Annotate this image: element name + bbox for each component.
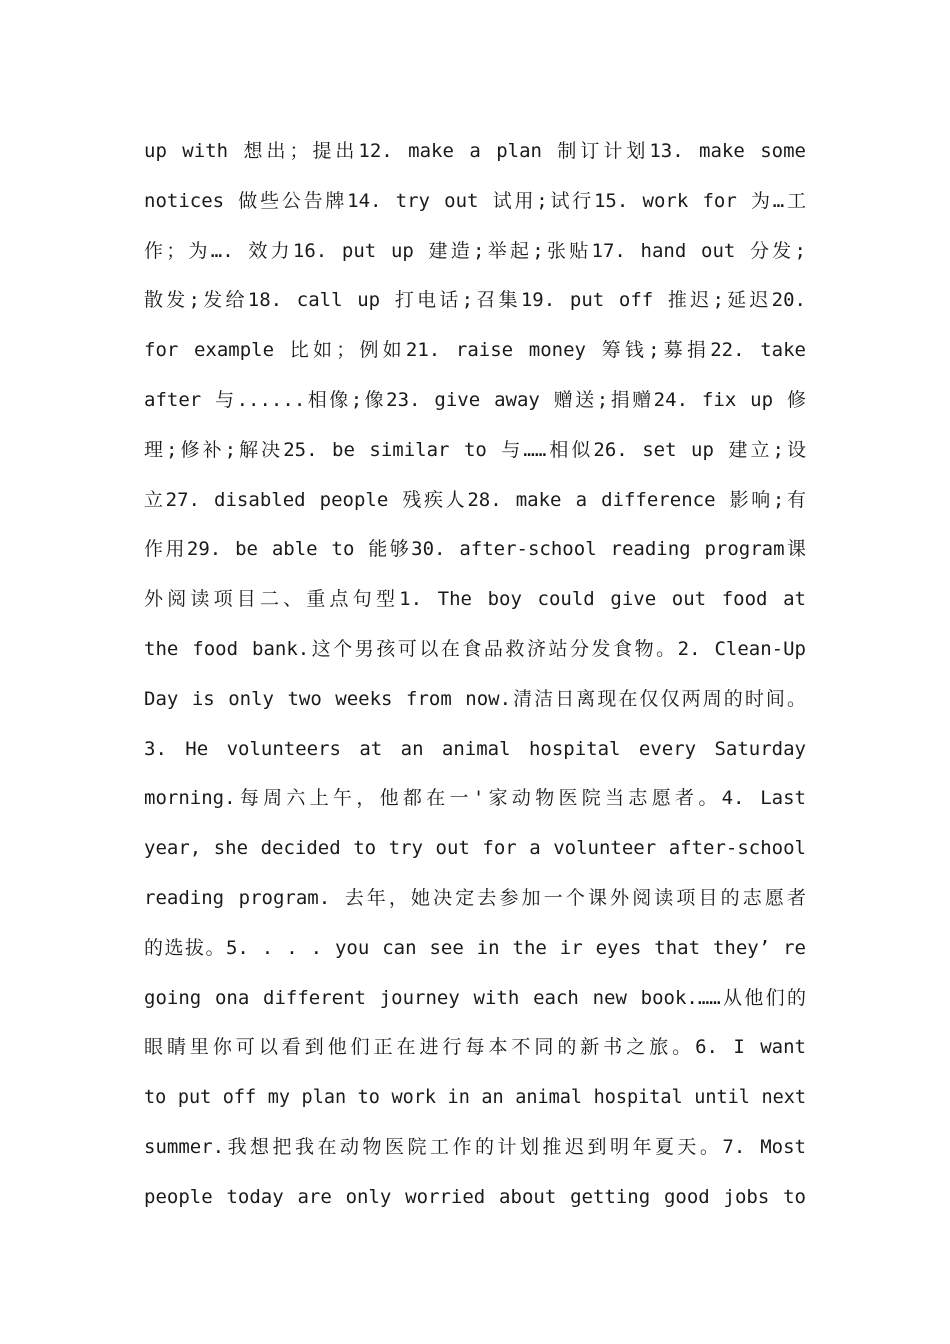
text-line: 外阅读项目二、重点句型1. The boy could give out food at — [144, 588, 806, 611]
body-text — [144, 127, 806, 1223]
text-line: people today are only worried about getting good jobs to — [144, 1185, 806, 1208]
text-line: 作用29. be able to 能够30. after-school reading program课 — [144, 538, 806, 561]
text-line: notices 做些公告牌14. try out 试用;试行15. work for 为…工 — [144, 189, 806, 212]
text-line: for example 比如；例如21. raise money 筹钱;募捐22. take — [144, 339, 806, 362]
text-line: 散发;发给18. call up 打电话;召集19. put off 推迟;延迟20. — [144, 289, 806, 312]
text-line: to put off my plan to work in an animal hospital until next — [144, 1087, 806, 1109]
text-line: the food bank.这个男孩可以在食品救济站分发食物。2. Clean-Up — [144, 637, 806, 660]
text-line: going ona different journey with each new book.……从他们的 — [144, 986, 806, 1009]
text-line: 理;修补;解决25. be similar to 与……相似26. set up 建立;设 — [144, 438, 806, 461]
text-line: Day is only two weeks from now.清洁日离现在仅仅两周的时间。 — [144, 687, 806, 710]
text-line: 3. He volunteers at an animal hospital every Saturday — [144, 737, 806, 760]
text-line: 的选拔。5. . . . you can see in the ir eyes that they’ re — [144, 936, 806, 959]
text-line: morning.每周六上午，他都在一'家动物医院当志愿者。4. Last — [144, 787, 806, 810]
text-line: reading program. 去年，她决定去参加一个课外阅读项目的志愿者 — [144, 886, 806, 909]
text-line: summer.我想把我在动物医院工作的计划推迟到明年夏天。7. Most — [144, 1135, 806, 1158]
text-line: after 与......相像;像23. give away 赠送;捐赠24. fix up 修 — [144, 388, 806, 411]
text-line: 眼睛里你可以看到他们正在进行每本不同的新书之旅。6. I want — [144, 1036, 806, 1059]
text-line: 立27. disabled people 残疾人28. make a difference 影响;有 — [144, 488, 806, 511]
text-line: up with 想出；提出12. make a plan 制订计划13. make some — [144, 140, 806, 162]
text-line: 作；为…. 效力16. put up 建造;举起;张贴17. hand out 分发; — [144, 239, 806, 262]
text-line: year, she decided to try out for a volunteer after-school — [144, 837, 806, 860]
